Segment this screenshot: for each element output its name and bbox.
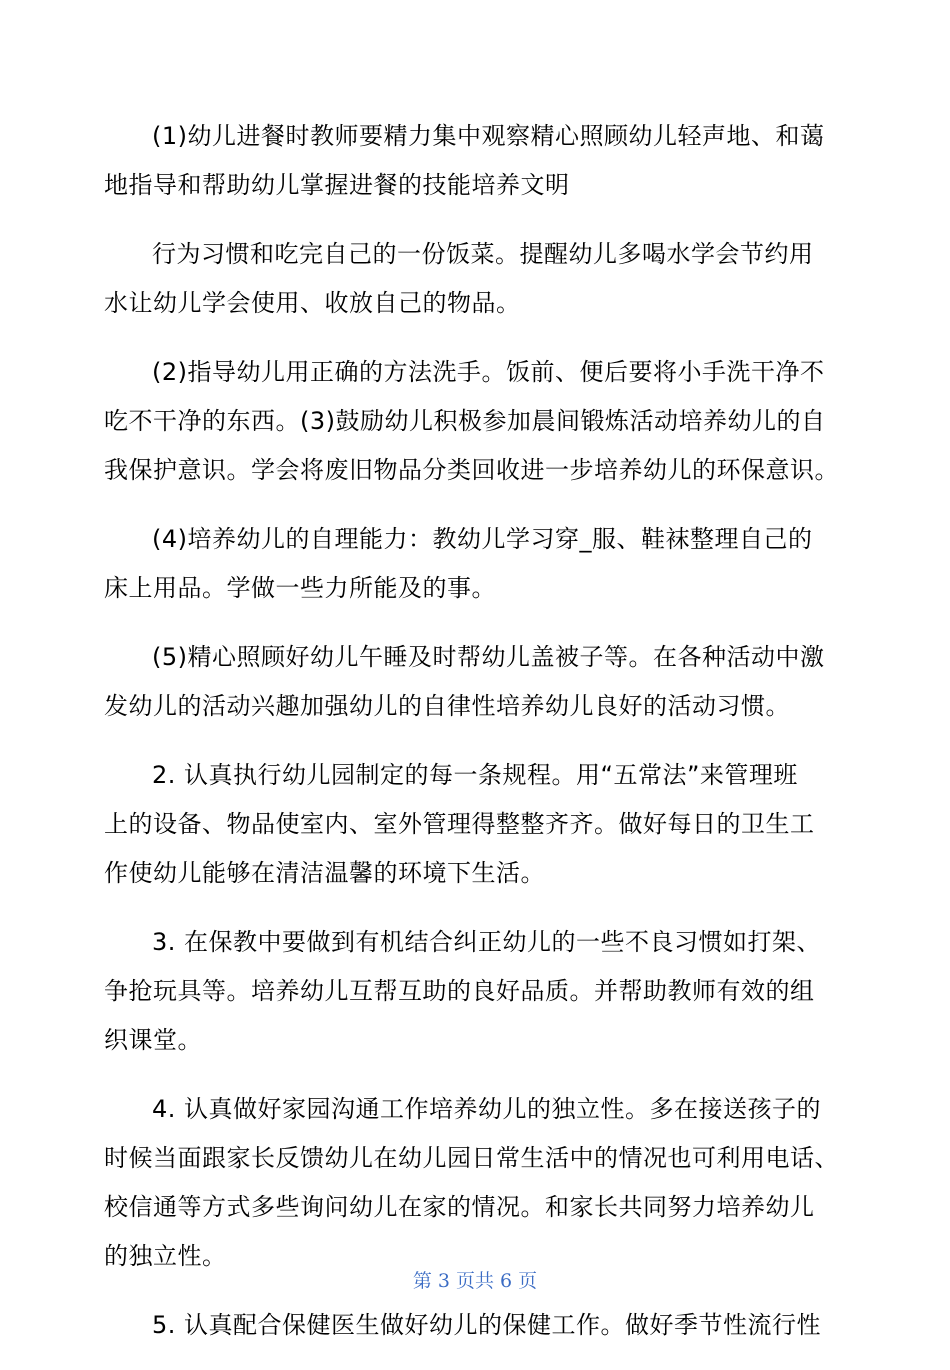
paragraph-line: (2)指导幼儿用正确的方法洗手。饭前、便后要将小手洗干净不 bbox=[152, 358, 825, 386]
page-number-footer: 第 3 页共 6 页 bbox=[412, 1270, 538, 1292]
paragraph-line: 我保护意识。学会将废旧物品分类回收进一步培养幼儿的环保意识。 bbox=[104, 456, 839, 484]
paragraph-9 bbox=[104, 1301, 844, 1350]
paragraph-line: 的独立性。 bbox=[104, 1242, 227, 1270]
paragraph-line: 3. 在保教中要做到有机结合纠正幼儿的一些不良习惯如打架、 bbox=[152, 928, 822, 956]
paragraph-2 bbox=[104, 230, 844, 328]
paragraph-line: (1)幼儿进餐时教师要精力集中观察精心照顾幼儿轻声地、和蔼 bbox=[152, 122, 825, 150]
paragraph-line: 2. 认真执行幼儿园制定的每一条规程。用“五常法”来管理班 bbox=[152, 761, 798, 789]
paragraph-line: (5)精心照顾好幼儿午睡及时帮幼儿盖被子等。在各种活动中激 bbox=[152, 643, 825, 671]
paragraph-line: 地指导和帮助幼儿掌握进餐的技能培养文明 bbox=[104, 171, 570, 199]
paragraph-line: 发幼儿的活动兴趣加强幼儿的自律性培养幼儿良好的活动习惯。 bbox=[104, 692, 790, 720]
paragraph-line: 4. 认真做好家园沟通工作培养幼儿的独立性。多在接送孩子的 bbox=[152, 1095, 822, 1123]
paragraph-line: 织课堂。 bbox=[104, 1026, 202, 1054]
paragraph-line: 上的设备、物品使室内、室外管理得整整齐齐。做好每日的卫生工 bbox=[104, 810, 815, 838]
paragraph-line: 水让幼儿学会使用、收放自己的物品。 bbox=[104, 289, 521, 317]
paragraph-8 bbox=[104, 1085, 844, 1281]
paragraph-line: 作使幼儿能够在清洁温馨的环境下生活。 bbox=[104, 859, 545, 887]
paragraph-line: 5. 认真配合保健医生做好幼儿的保健工作。做好季节性流行性 bbox=[152, 1311, 822, 1339]
paragraph-line: 吃不干净的东西。(3)鼓励幼儿积极参加晨间锻炼活动培养幼儿的自 bbox=[104, 407, 826, 435]
paragraph-line: 行为习惯和吃完自己的一份饭菜。提醒幼儿多喝水学会节约用 bbox=[152, 240, 814, 268]
paragraph-line: 校信通等方式多些询问幼儿在家的情况。和家长共同努力培养幼儿 bbox=[104, 1193, 815, 1221]
paragraph-line: (4)培养幼儿的自理能力：教幼儿学习穿_服、鞋袜整理自己的 bbox=[152, 525, 813, 553]
document-body bbox=[104, 112, 844, 1370]
paragraph-6 bbox=[104, 751, 844, 898]
paragraph-4 bbox=[104, 515, 844, 613]
paragraph-1 bbox=[104, 112, 844, 210]
paragraph-line: 时候当面跟家长反馈幼儿在幼儿园日常生活中的情况也可利用电话、 bbox=[104, 1144, 839, 1172]
paragraph-7 bbox=[104, 918, 844, 1065]
paragraph-line: 床上用品。学做一些力所能及的事。 bbox=[104, 574, 496, 602]
paragraph-5 bbox=[104, 633, 844, 731]
paragraph-3 bbox=[104, 348, 844, 495]
paragraph-line: 争抢玩具等。培养幼儿互帮互助的良好品质。并帮助教师有效的组 bbox=[104, 977, 815, 1005]
